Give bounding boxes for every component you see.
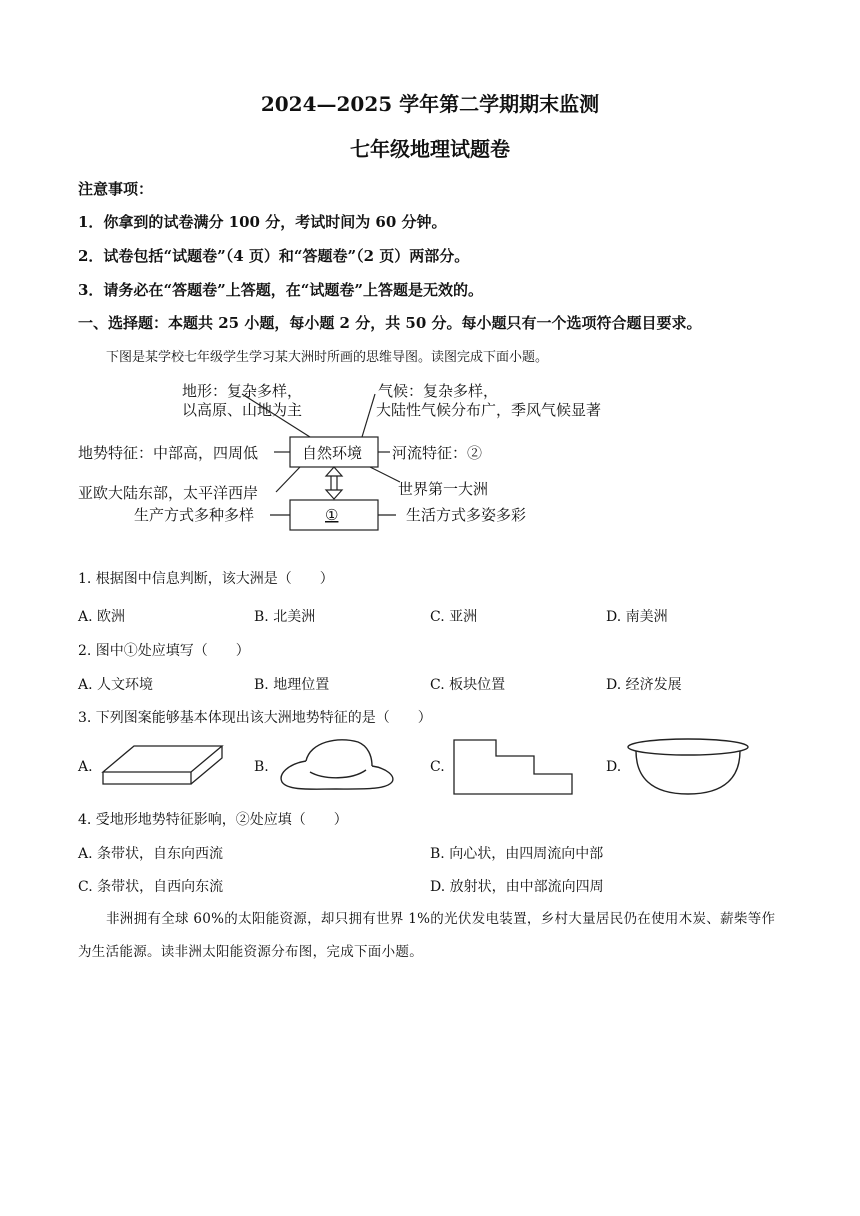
section-intro: 下图是某学校七年级学生学习某大洲时所画的思维导图。读图完成下面小题。	[106, 350, 549, 365]
mindmap-relief: 地势特征：中部高，四周低	[78, 444, 259, 462]
q2-option-b[interactable]: B. 地理位置	[254, 677, 330, 693]
mind-map-diagram	[70, 374, 670, 544]
mindmap-terrain-1: 地形：复杂多样，	[182, 382, 303, 400]
staircase-shape	[452, 738, 576, 798]
hat-shape	[276, 734, 396, 794]
q4-option-d[interactable]: D. 放射状，由中部流向四周	[430, 879, 604, 895]
mindmap-bottom-box: ①	[325, 506, 339, 524]
question-2-stem: 2. 图中①处应填写（ ）	[78, 643, 250, 659]
q1-option-a[interactable]: A. 欧洲	[78, 609, 126, 625]
note-item-2: 2．试卷包括“试题卷”（4 页）和“答题卷”（2 页）两部分。	[78, 247, 470, 265]
mindmap-climate-1: 气候：复杂多样，	[378, 382, 499, 400]
q4-option-c[interactable]: C. 条带状，自西向东流	[78, 879, 224, 895]
q2-option-d[interactable]: D. 经济发展	[606, 677, 682, 693]
mindmap-terrain-2: 以高原、山地为主	[182, 401, 303, 419]
q3-option-c[interactable]: C.	[430, 759, 445, 775]
q1-option-b[interactable]: B. 北美洲	[254, 609, 316, 625]
question-3-stem: 3. 下列图案能够基本体现出该大洲地势特征的是（ ）	[78, 710, 432, 726]
mindmap-life: 生活方式多姿多彩	[406, 506, 527, 524]
q4-option-b[interactable]: B. 向心状，由四周流向中部	[430, 846, 604, 862]
question-4-stem: 4. 受地形地势特征影响，②处应填（ ）	[78, 812, 348, 828]
section-heading: 一、选择题：本题共 25 小题，每小题 2 分，共 50 分。每小题只有一个选项符合题目要求。	[78, 314, 702, 332]
mindmap-location: 亚欧大陆东部，太平洋西岸	[78, 484, 259, 502]
question-1-stem: 1. 根据图中信息判断，该大洲是（ ）	[78, 571, 334, 587]
q3-option-d[interactable]: D.	[606, 759, 622, 775]
mindmap-center-box: 自然环境	[302, 444, 363, 462]
mindmap-production: 生产方式多种多样	[134, 506, 255, 524]
africa-solar-passage: 非洲拥有全球 60%的太阳能资源，却只拥有世界 1%的光伏发电装置，乡村大量居民仍在使用木炭、薪柴等作为生活能源。读非洲太阳能资源分布图，完成下面小题。	[78, 911, 776, 960]
mindmap-largest: 世界第一大洲	[398, 480, 489, 498]
q2-option-a[interactable]: A. 人文环境	[78, 677, 154, 693]
note-item-1: 1．你拿到的试卷满分 100 分，考试时间为 60 分钟。	[78, 213, 447, 231]
q2-option-c[interactable]: C. 板块位置	[430, 677, 506, 693]
notes-heading: 注意事项：	[78, 180, 154, 198]
q3-option-a[interactable]: A.	[78, 759, 93, 775]
mindmap-river: 河流特征：②	[392, 444, 483, 462]
exam-subtitle: 七年级地理试题卷	[350, 137, 510, 161]
q1-option-c[interactable]: C. 亚洲	[430, 609, 478, 625]
q1-option-d[interactable]: D. 南美洲	[606, 609, 668, 625]
q3-option-b[interactable]: B.	[254, 759, 269, 775]
bowl-shape	[626, 736, 752, 798]
note-item-3: 3．请务必在“答题卷”上答题，在“试题卷”上答题是无效的。	[78, 281, 483, 299]
mindmap-climate-2: 大陆性气候分布广，季风气候显著	[376, 401, 602, 419]
q4-option-a[interactable]: A. 条带状，自东向西流	[78, 846, 224, 862]
slab-plateau-shape	[100, 742, 225, 790]
exam-title: 2024—2025 学年第二学期期末监测	[260, 92, 600, 116]
